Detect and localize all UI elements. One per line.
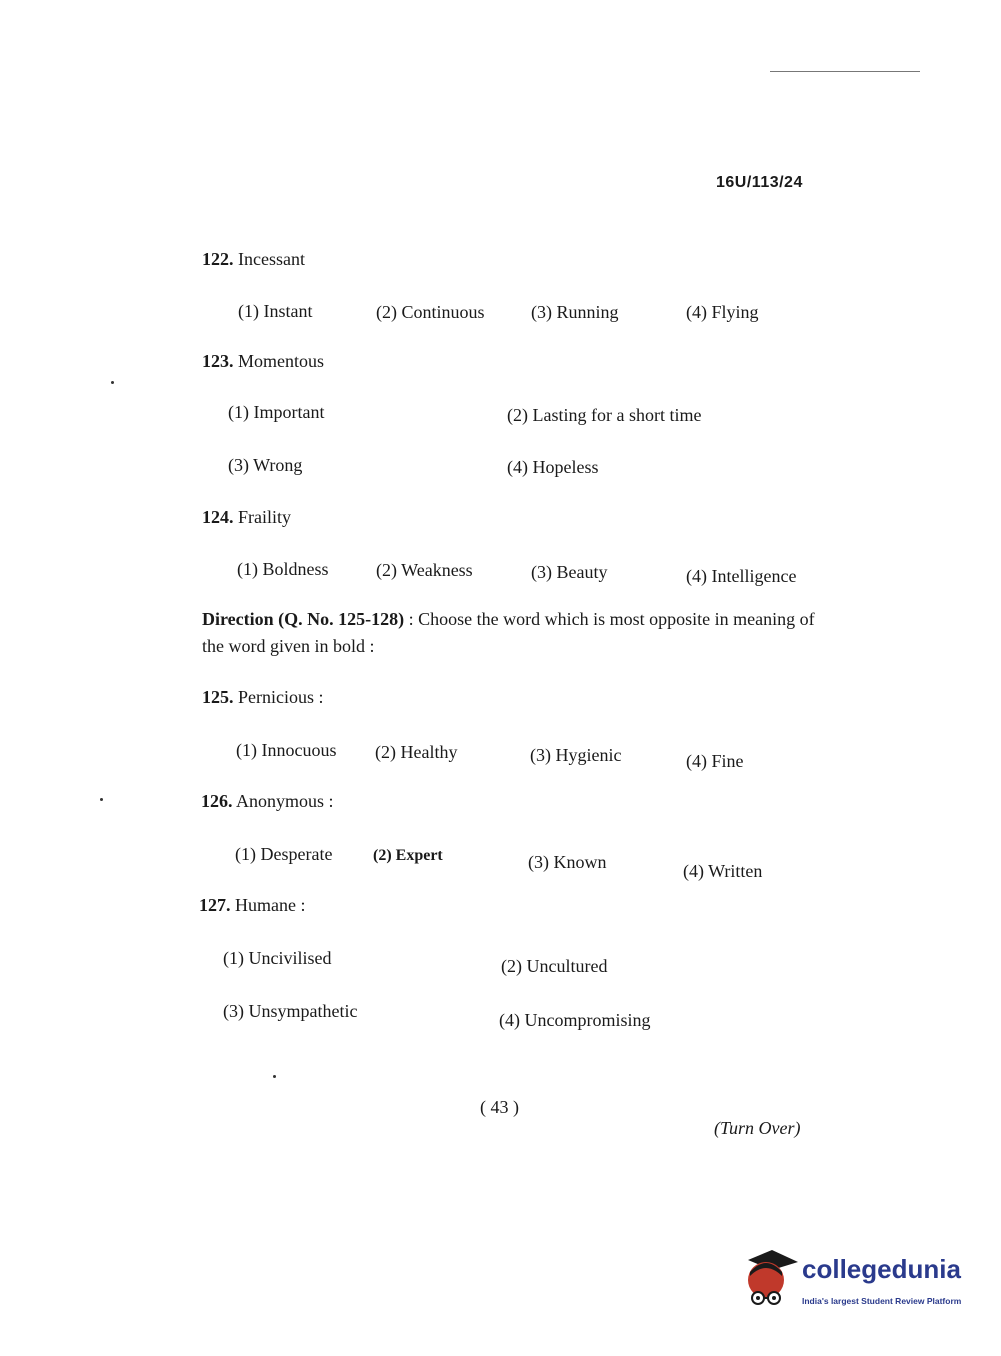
scan-speck bbox=[111, 381, 114, 384]
collegedunia-logo bbox=[742, 1250, 972, 1312]
question-word: Anonymous : bbox=[236, 791, 334, 811]
option: (3) Hygienic bbox=[530, 745, 622, 765]
direction-body: : Choose the word which is most opposite in meaning of the word given in bold : bbox=[202, 609, 815, 656]
page-number: ( 43 ) bbox=[480, 1097, 519, 1117]
question-number: 124. bbox=[202, 507, 234, 527]
option: (4) Fine bbox=[686, 751, 744, 771]
question-122 bbox=[202, 249, 305, 270]
option: (2) Lasting for a short time bbox=[507, 405, 702, 425]
question-word: Humane : bbox=[235, 895, 306, 915]
turn-over-note: (Turn Over) bbox=[714, 1118, 801, 1138]
question-126 bbox=[201, 791, 334, 812]
option: (3) Known bbox=[528, 852, 607, 872]
option: (4) Intelligence bbox=[686, 566, 797, 586]
option: (2) Uncultured bbox=[501, 956, 608, 976]
question-125 bbox=[202, 687, 324, 708]
question-124 bbox=[202, 507, 291, 528]
direction-label: Direction (Q. No. 125-128) bbox=[202, 609, 405, 629]
question-127 bbox=[199, 895, 305, 916]
question-number: 127. bbox=[199, 895, 231, 915]
option: (3) Running bbox=[531, 302, 619, 322]
option: (1) Uncivilised bbox=[223, 948, 332, 968]
question-word: Pernicious : bbox=[238, 687, 324, 707]
logo-tagline: India's largest Student Review Platform bbox=[802, 1296, 962, 1306]
option: (4) Flying bbox=[686, 302, 759, 322]
top-rule bbox=[770, 71, 920, 72]
option: (3) Beauty bbox=[531, 562, 608, 582]
option: (3) Unsympathetic bbox=[223, 1001, 358, 1021]
paper-code: 16U/113/24 bbox=[716, 174, 803, 191]
option: (4) Uncompromising bbox=[499, 1010, 651, 1030]
mascot-icon bbox=[742, 1250, 800, 1310]
question-number: 122. bbox=[202, 249, 234, 269]
option: (2) Weakness bbox=[376, 560, 473, 580]
option: (3) Wrong bbox=[228, 455, 303, 475]
question-number: 123. bbox=[202, 351, 234, 371]
option: (1) Instant bbox=[238, 301, 313, 321]
question-word: Incessant bbox=[238, 249, 305, 269]
scan-speck bbox=[273, 1075, 276, 1078]
option: (2) Healthy bbox=[375, 742, 458, 762]
scan-speck bbox=[100, 798, 103, 801]
direction-text bbox=[202, 606, 817, 660]
option: (4) Hopeless bbox=[507, 457, 599, 477]
option: (4) Written bbox=[683, 861, 763, 881]
question-word: Momentous bbox=[238, 351, 325, 371]
question-number: 125. bbox=[202, 687, 234, 707]
question-word: Fraility bbox=[238, 507, 291, 527]
option: (1) Boldness bbox=[237, 559, 329, 579]
option: (1) Innocuous bbox=[236, 740, 337, 760]
option: (2) Expert bbox=[373, 847, 443, 864]
option: (1) Important bbox=[228, 402, 325, 422]
question-123 bbox=[202, 351, 324, 372]
logo-brand: collegedunia bbox=[802, 1254, 961, 1284]
option: (2) Continuous bbox=[376, 302, 485, 322]
question-number: 126. bbox=[201, 791, 233, 811]
option: (1) Desperate bbox=[235, 844, 333, 864]
